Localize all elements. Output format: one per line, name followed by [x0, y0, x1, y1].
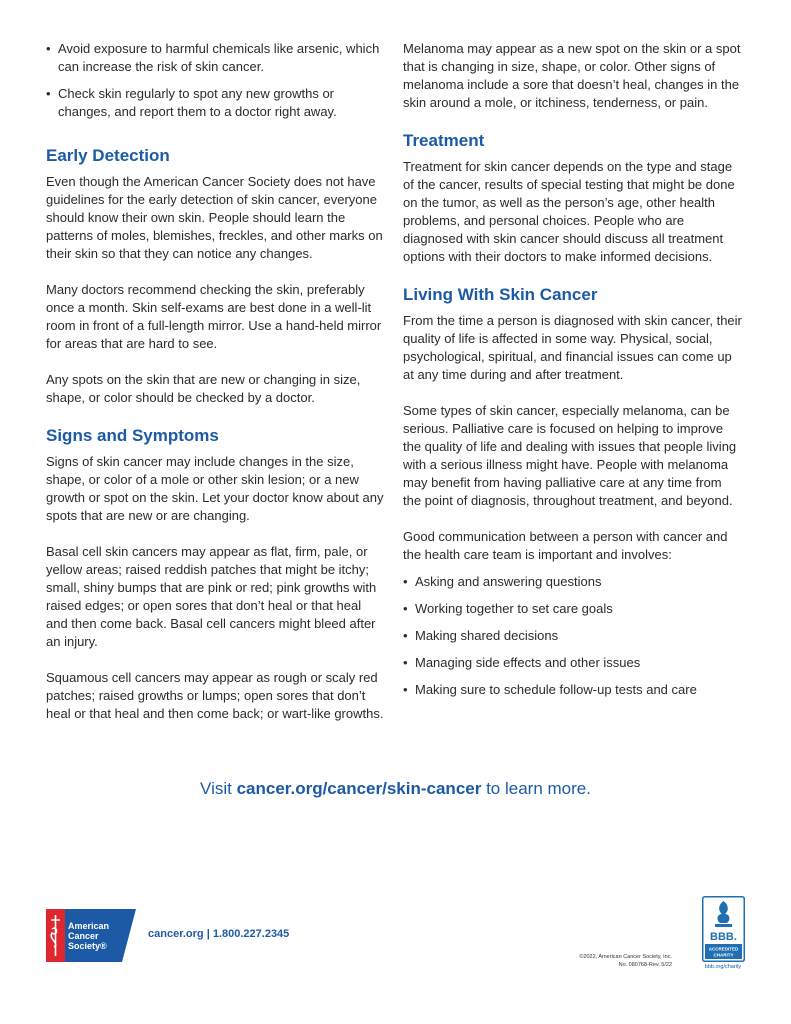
paragraph: Basal cell skin cancers may appear as flat, firm, pale, or yellow areas; raised reddish patches that might be itchy; small, shiny bumps that are pink or red; pink growths with raised edges; or open sores that don’t heal or that heal and then come back. Basal cell cancers might bleed after an injury. — [46, 544, 377, 649]
copyright-block — [520, 953, 672, 969]
paragraph: Signs of skin cancer may include changes in the size, shape, or color of a mole or other skin lesion; or a new growth or spot on the skin. Let your doctor know about any spots that are new or are changing. — [46, 454, 384, 523]
section-heading: Living With Skin Cancer — [403, 285, 598, 304]
logo-line-2: Cancer — [68, 931, 99, 941]
contact-info[interactable]: cancer.org | 1.800.227.2345 — [148, 928, 290, 940]
left-column — [46, 40, 386, 741]
list-item: • Asking and answering questions — [403, 573, 743, 591]
doc-number: No. 080768-Rev. 5/22 — [618, 962, 672, 968]
bbb-sub-2: CHARITY — [713, 952, 734, 958]
paragraph: From the time a person is diagnosed with skin cancer, their quality of life is affected in some way. Physical, social, psychological, spiritual, and financial issues can come up at any time during and after treatment. — [403, 313, 742, 382]
intro-bullet-list — [46, 40, 386, 121]
paragraph: Squamous cell cancers may appear as rough or scaly red patches; raised growths or lumps; open sores that don’t heal or that heal and then come back; or wart-like growths. — [46, 670, 384, 721]
bbb-url[interactable]: bbb.org/charity — [704, 964, 742, 970]
section-heading: Early Detection — [46, 146, 170, 165]
right-column — [403, 40, 743, 708]
paragraph: Many doctors recommend checking the skin, preferably once a month. Skin self-exams are best done in a well-lit room in front of a full-length mirror. Use a hand-held mirror for areas that are hard to see. — [46, 282, 382, 351]
section-heading: Treatment — [403, 131, 485, 150]
bbb-accredited-logo — [702, 896, 745, 962]
logo-line-3: Society® — [68, 941, 107, 951]
visit-prefix: Visit — [200, 779, 237, 798]
paragraph: Melanoma may appear as a new spot on the skin or a spot that is changing in size, shape, or color. Other signs of melanoma include a sore that doesn’t heal, changes in the skin around a mole, or itchiness, tenderness, or pain. — [403, 41, 741, 110]
visit-link[interactable]: cancer.org/cancer/skin-cancer — [236, 779, 482, 798]
paragraph: Even though the American Cancer Society does not have guidelines for the early detection of skin cancer, everyone should know their own skin. People should learn the patterns of moles, blemishes, freckles, and other marks on their skin so that they can notice any changes. — [46, 174, 383, 261]
signs-section — [46, 425, 386, 723]
list-item: • Working together to set care goals — [403, 600, 743, 618]
copyright-text: ©2022, American Cancer Society, Inc. — [579, 954, 672, 960]
list-item: • Check skin regularly to spot any new growths or changes, and report them to a doctor right away. — [46, 85, 386, 121]
visit-line — [0, 779, 791, 799]
paragraph: Some types of skin cancer, especially melanoma, can be serious. Palliative care is focused on helping to improve the quality of life and dealing with issues that people living with a serious illness might have. People with melanoma may benefit from having palliative care at any time from the point of diagnosis, throughout treatment, and beyond. — [403, 403, 737, 508]
list-item: • Managing side effects and other issues — [403, 654, 743, 672]
section-heading: Signs and Symptoms — [46, 426, 219, 445]
living-section — [403, 284, 743, 699]
paragraph: Good communication between a person with cancer and the health care team is important and involves: — [403, 529, 728, 562]
paragraph: Any spots on the skin that are new or changing in size, shape, or color should be checked by a doctor. — [46, 372, 361, 405]
logo-line-1: American — [68, 921, 110, 931]
list-item: • Making shared decisions — [403, 627, 743, 645]
bbb-sub-1: ACCREDITED — [708, 946, 739, 952]
acs-logo — [46, 909, 136, 962]
communication-bullet-list — [403, 573, 743, 699]
early-detection-section — [46, 145, 386, 407]
treatment-section — [403, 130, 743, 266]
list-item: • Avoid exposure to harmful chemicals like arsenic, which can increase the risk of skin cancer. — [46, 40, 386, 76]
visit-suffix: to learn more. — [481, 779, 591, 798]
bbb-label: BBB. — [710, 931, 737, 943]
list-item: • Making sure to schedule follow-up tests and care — [403, 681, 743, 699]
paragraph: Treatment for skin cancer depends on the type and stage of the cancer, results of special testing that might be done on the tumor, as well as the person’s age, other health problems, and personal choices. People who are diagnosed with skin cancer should discuss all treatment options with their doctors to make informed decisions. — [403, 159, 735, 264]
